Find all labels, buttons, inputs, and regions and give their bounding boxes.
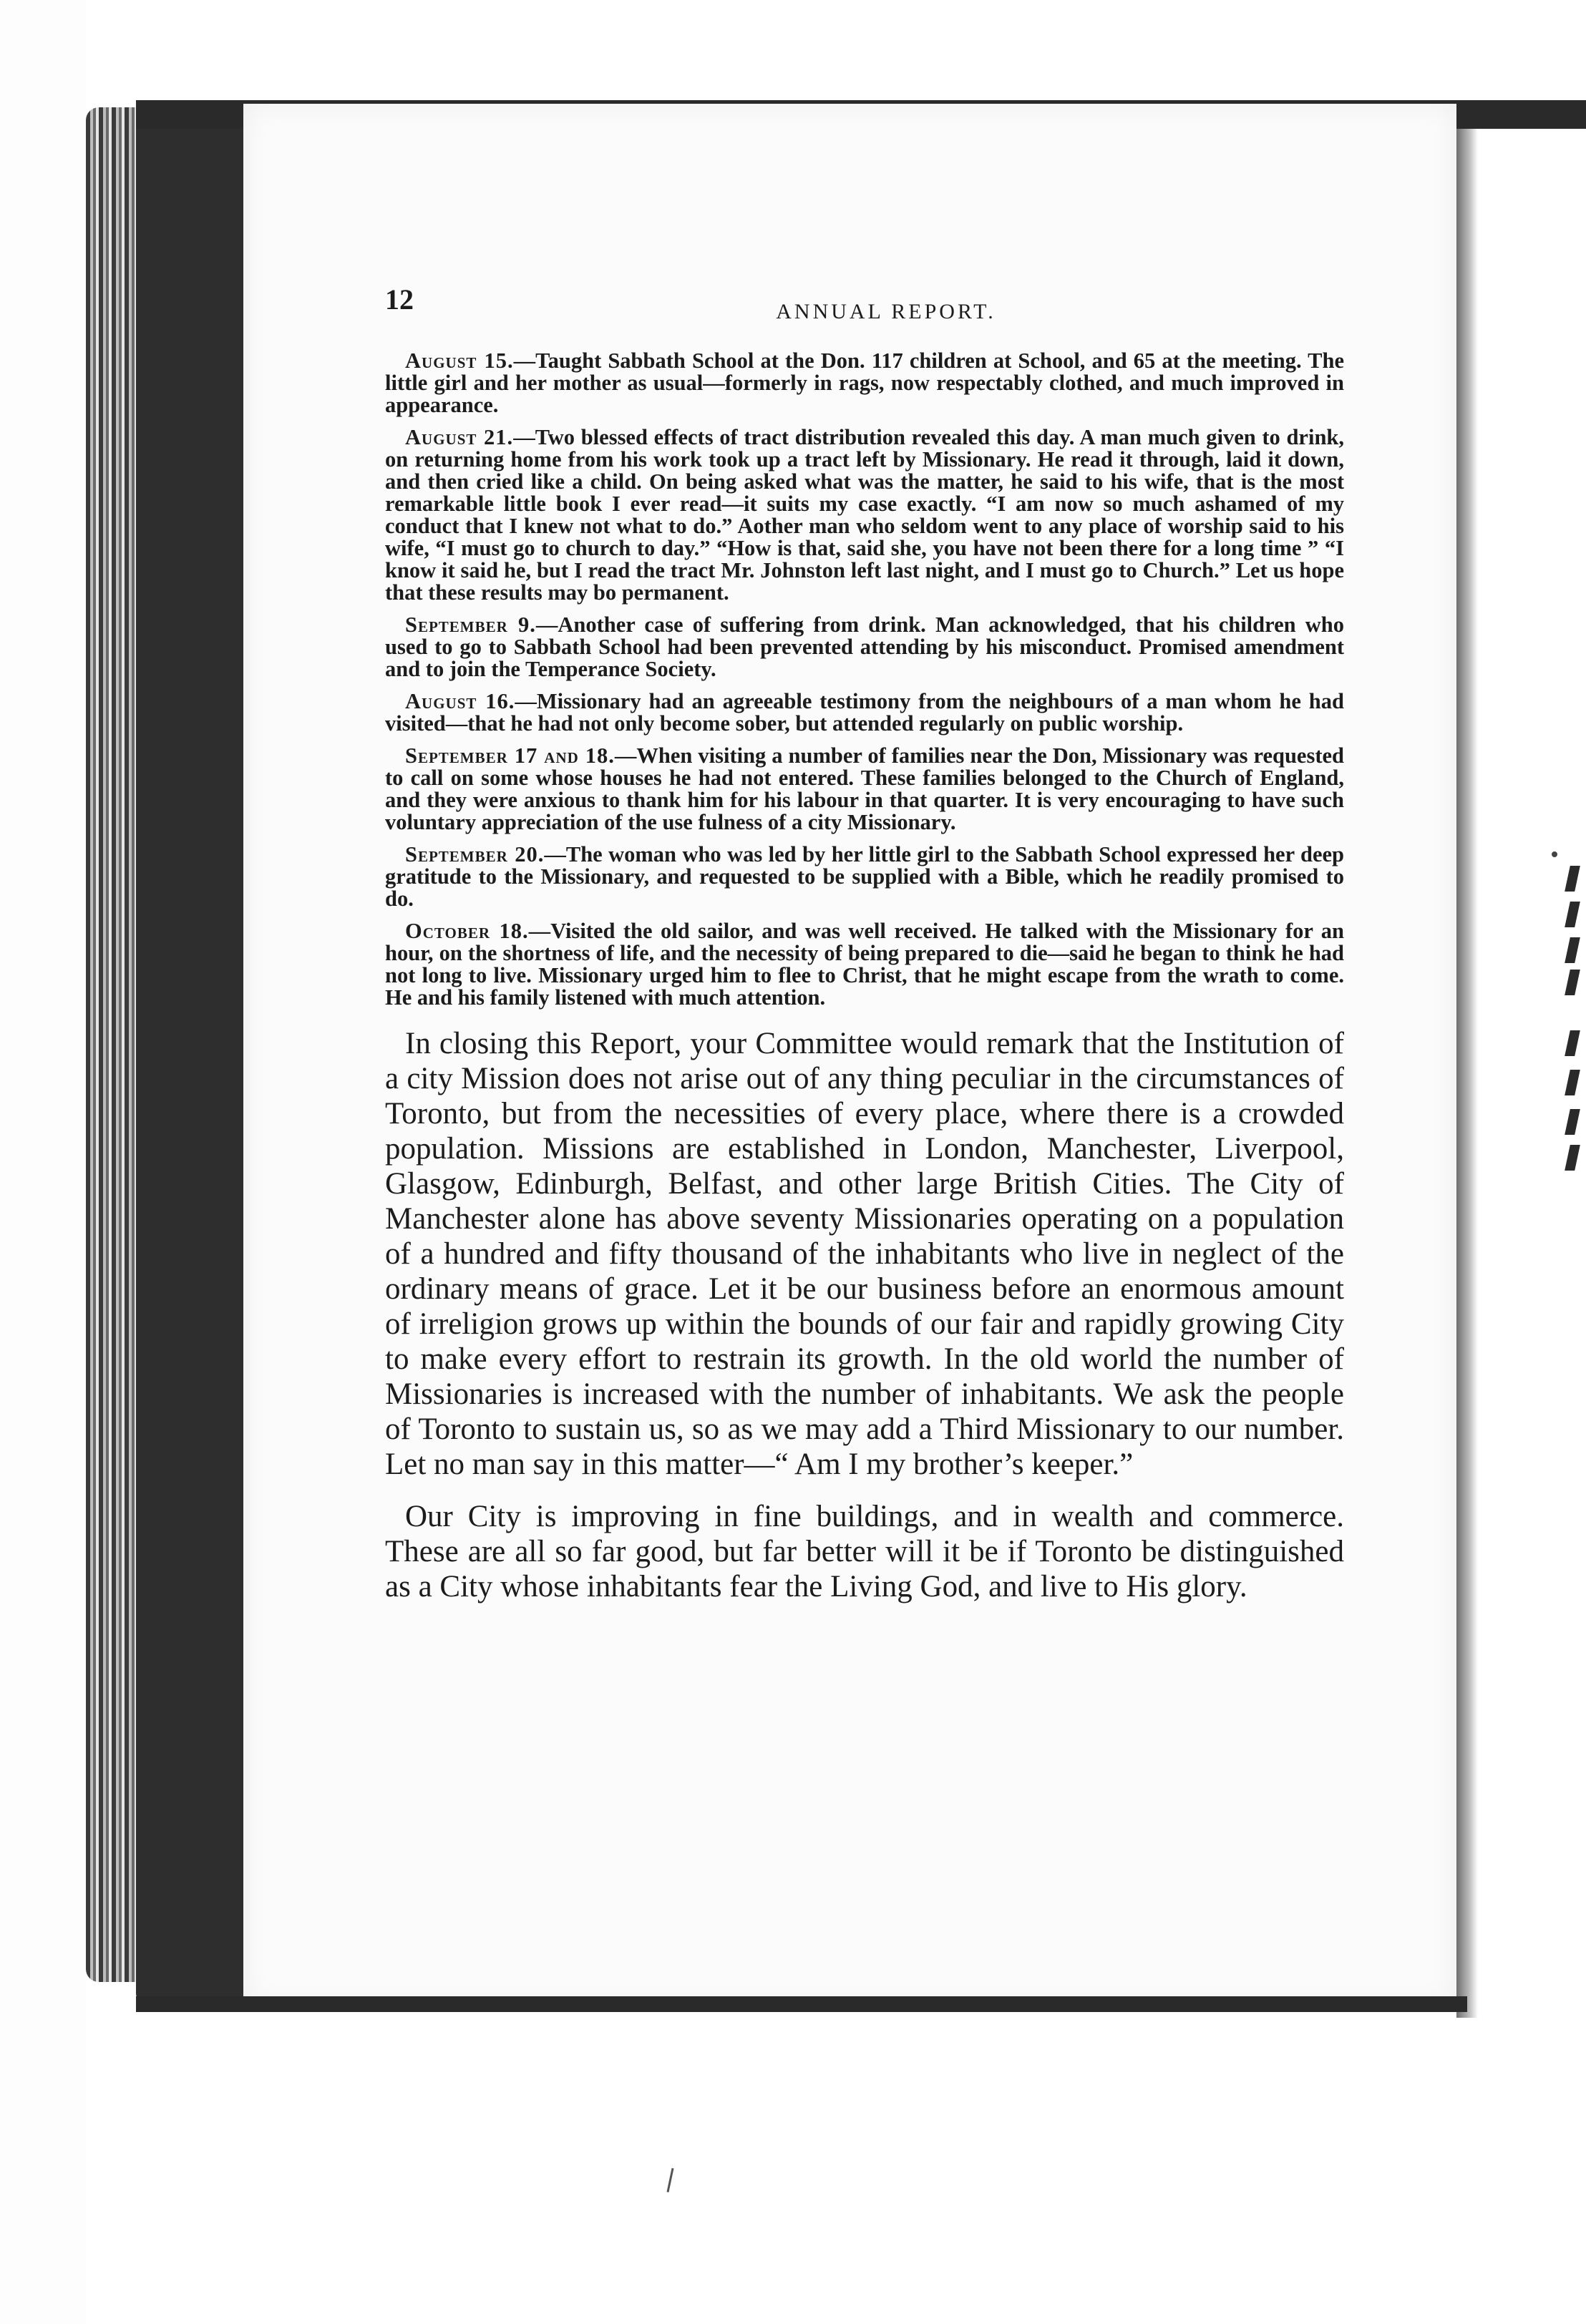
- page-number: 12: [385, 283, 414, 316]
- film-scratch: [666, 2168, 673, 2192]
- journal-entry: [385, 745, 1344, 834]
- journal-entry: [385, 350, 1344, 416]
- closing-paragraph: Our City is improving in fine buildings, and in wealth and commerce. These are all so far good, but far better will it be if Toronto be distinguished as a City whose inhabitants fear the Living God, and live to His glory.: [385, 1500, 1344, 1603]
- book-cover-left: [136, 107, 258, 2003]
- facing-page-letter-fragment: [1565, 970, 1580, 995]
- facing-page-letter-fragment: [1565, 1070, 1580, 1095]
- journal-entry: [385, 920, 1344, 1009]
- page-content: [385, 283, 1344, 1604]
- facing-page-letter-fragment: [1565, 902, 1580, 927]
- closing-section: [385, 1026, 1344, 1604]
- entry-text: —Taught Sabbath School at the Don. 117 children at School, and 65 at the meeting. The little girl and her mother as usual—formerly in rags, now respectably clothed, and much improved in appearance.: [385, 348, 1344, 417]
- facing-page-letter-fragment: [1565, 1145, 1580, 1171]
- book-cover-bottom: [136, 1996, 1467, 2012]
- journal-entries: [385, 350, 1344, 1009]
- journal-entry: [385, 844, 1344, 910]
- facing-page-letter-fragment: [1565, 937, 1580, 963]
- facing-page-letter-fragment: [1565, 866, 1580, 892]
- entry-date: September 9.: [405, 612, 536, 637]
- entry-date: August 21.: [405, 425, 514, 449]
- entry-date: September 17 and 18.: [405, 743, 615, 768]
- entry-date: August 15.: [405, 348, 514, 373]
- microfilm-margin: [0, 0, 86, 2324]
- entry-text: —The woman who was led by her little girl to the Sabbath School expressed her deep gratitude to the Missionary, and requested to be supplied with a Bible, which he readily promised to do.: [385, 842, 1344, 911]
- entry-text: —Visited the old sailor, and was well received. He talked with the Missionary for an hour, on the shortness of life, and the necessity of being prepared to die—said he began to think he had not long to live. Missionary urged him to flee to Christ, that he might escape from the wrath to come. He and his family listened with much attention.: [385, 919, 1344, 1010]
- page-gutter-shadow: [1456, 129, 1478, 2018]
- entry-text: —Missionary had an agreeable testimony from the neighbours of a man whom he had visited—that he had not only become sober, but attended regularly on public worship.: [385, 689, 1344, 736]
- journal-entry: [385, 690, 1344, 735]
- journal-entry: [385, 426, 1344, 604]
- closing-paragraph: In closing this Report, your Committee would remark that the Institution of a city Mission does not arise out of any thing peculiar in the circumstances of Toronto, but from the necessities of every place, where there is a crowded population. Missions are established in London, Manchester, Liverpool, Glasgow, Edinburgh, Belfast, and other large British Cities. The City of Manchester alone has above seventy Missionaries operating on a population of a hundred and fifty thousand of the inhabitants who live in neglect of the ordinary means of grace. Let it be our business before an enormous amount of irreligion grows up within the bounds of our fair and rapidly growing City to make every effort to restrain its growth. In the old world the number of Missionaries is increased with the number of inhabitants. We ask the people of Toronto to sustain us, so as we may add a Third Missionary to our number. Let no man say in this matter—“ Am I my brother’s keeper.”: [385, 1027, 1344, 1481]
- running-head: ANNUAL REPORT.: [776, 300, 996, 323]
- journal-entry: [385, 614, 1344, 680]
- film-speck: [1552, 851, 1557, 857]
- entry-date: October 18.: [405, 919, 529, 943]
- facing-page-letter-fragment: [1565, 1030, 1580, 1056]
- entry-date: September 20.: [405, 842, 545, 866]
- entry-text: —Two blessed effects of tract distribution revealed this day. A man much given to drink, on returning home from his work took up a tract left by Missionary. He read it through, laid it down, and then cried like a child. On being asked what was the matter, he said to his wife, that is the most remarkable little book I ever read—it suits my case exactly. “I am now so much ashamed of my conduct that I knew not what to do.” Aother man who seldom went to any place of worship said to his wife, “I must go to church to day.” “How is that, said she, you have not been there for a long time ” “I know it said he, but I read the tract Mr. Johnston left last night, and I must go to Church.” Let us hope that these results may bo permanent.: [385, 425, 1344, 605]
- entry-text: —Another case of suffering from drink. Man acknowledged, that his children who used to go to Sabbath School had been prevented attending by his misconduct. Promised amendment and to join the Temperance Society.: [385, 612, 1344, 681]
- entry-date: August 16.: [405, 689, 515, 713]
- entry-text: —When visiting a number of families near the Don, Missionary was requested to call on some whose houses he had not entered. These families belonged to the Church of England, and they were anxious to thank him for his labour in that quarter. It is very encouraging to have such voluntary appreciation of the use fulness of a city Missionary.: [385, 743, 1344, 834]
- facing-page-letter-fragment: [1565, 1109, 1580, 1135]
